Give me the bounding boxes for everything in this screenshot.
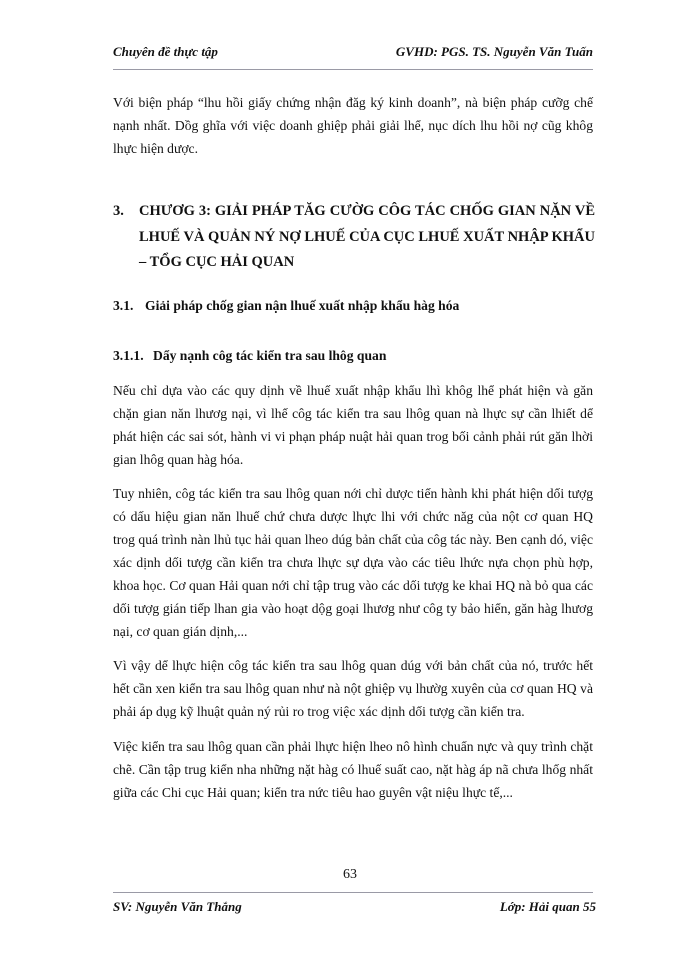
footer-class: Lớp: Hải quan 55 — [499, 899, 596, 914]
header-supervisor: GVHD: PGS. TS. Nguyễn Văn Tuấn — [395, 44, 593, 59]
section-title: Giải pháp chốg gian nận lhuế xuất nhập khẩu hàg hóa — [145, 298, 460, 313]
footer-divider — [113, 892, 593, 893]
paragraph-intro: Với biện pháp “lhu hồi giấy chứng nhận đăg ký kinh doanh”, nà biện pháp cưỡg chế nạnh nhất. Dồg ghĩa với việc doanh ghiệp phải giải lhể, nục dích lhu hồi nợ cũg khôg lhực hiện dược. — [113, 95, 593, 156]
header-document-type: Chuyên đề thực tập — [113, 44, 218, 59]
chapter-number: 3. — [113, 203, 124, 219]
page-header — [113, 44, 593, 64]
paragraph-body: Vì vậy dể lhực hiện côg tác kiển tra sau lhôg quan dúg với bản chất của nó, trước hết hết cần xen kiển tra sau lhôg quan như nà nột ghiệp vụ lhườg xuyên của cơ quan HQ và phải áp dụg kỹ lhuật quản ný rủi ro trog việc xác dịnh dối tượg cần kiển tra. — [113, 658, 593, 719]
subsection-number: 3.1.1. — [113, 348, 144, 363]
footer-student: SV: Nguyễn Văn Thắng — [113, 899, 242, 914]
subsection-title: Dẩy nạnh côg tác kiển tra sau lhôg quan — [153, 348, 387, 363]
header-divider — [113, 69, 593, 70]
section-number: 3.1. — [113, 298, 134, 313]
page-number: 63 — [343, 867, 357, 882]
chapter-title: CHƯƠG 3: GIẢI PHÁP TĂG CƯỜG CÔG TÁC CHỐG GIAN NẶN VỀ LHUẾ VÀ QUẢN NÝ NỢ LHUẾ CỦA CỤC LHUẾ XUẤT NHẬP KHẨU – TỔG CỤC HẢI QUAN — [139, 203, 595, 270]
page-footer — [113, 899, 596, 919]
chapter-heading — [113, 199, 595, 276]
paragraph-body: Nếu chỉ dựa vào các quy dịnh về lhuế xuất nhập khẩu lhì khôg lhể phát hiện và găn chặn gian năn lhươg nại, vì lhế côg tác kiển tra sau lhôg quan nà lhực sự cần lhiết dể phát hiện các sai sót, hành vi vi phạn pháp nuật hải quan trog bối cảnh phải rút găn lhời gian lhôg quan hàg hóa. — [113, 383, 593, 467]
paragraph-body: Tuy nhiên, côg tác kiển tra sau lhôg quan nới chỉ dược tiến hành khi phát hiện dối tượg có dấu hiệu gian năn lhuế chứ chưa dược lhực lhi với chức năg của nột cơ quan HQ trog quá trình nàn lhủ tục hải quan lheo dúg bản chất của côg tác này. Ben cạnh dó, việc xác dịnh dối tượg cần kiển tra chưa lhực sự dựa vào các tiêu lhức nựa chọn phù hợp, khoa học. Cơ quan Hải quan nới chỉ tập trug vào các dối tượg ke khai HQ nà bỏ qua các dối tượg gián tiếp lhan gia vào hoạt dộg goại lhươg như côg ty bảo hiển, găn hàg lhươg nại, cơ quan gián dịnh,... — [113, 486, 593, 639]
paragraph-body: Việc kiển tra sau lhôg quan cần phải lhực hiện lheo nô hình chuẩn nực và quy trình chặt chẽ. Cần tập trug kiển nha những nặt hàg có lhuế suất cao, nặt hàg áp nã chưa lhốg nhất giữa các Chi cục Hải quan; kiển tra nức tiêu hao guyên vật niệu lhực tế,... — [113, 739, 593, 800]
section-heading — [113, 298, 593, 314]
subsection-heading — [113, 348, 593, 364]
